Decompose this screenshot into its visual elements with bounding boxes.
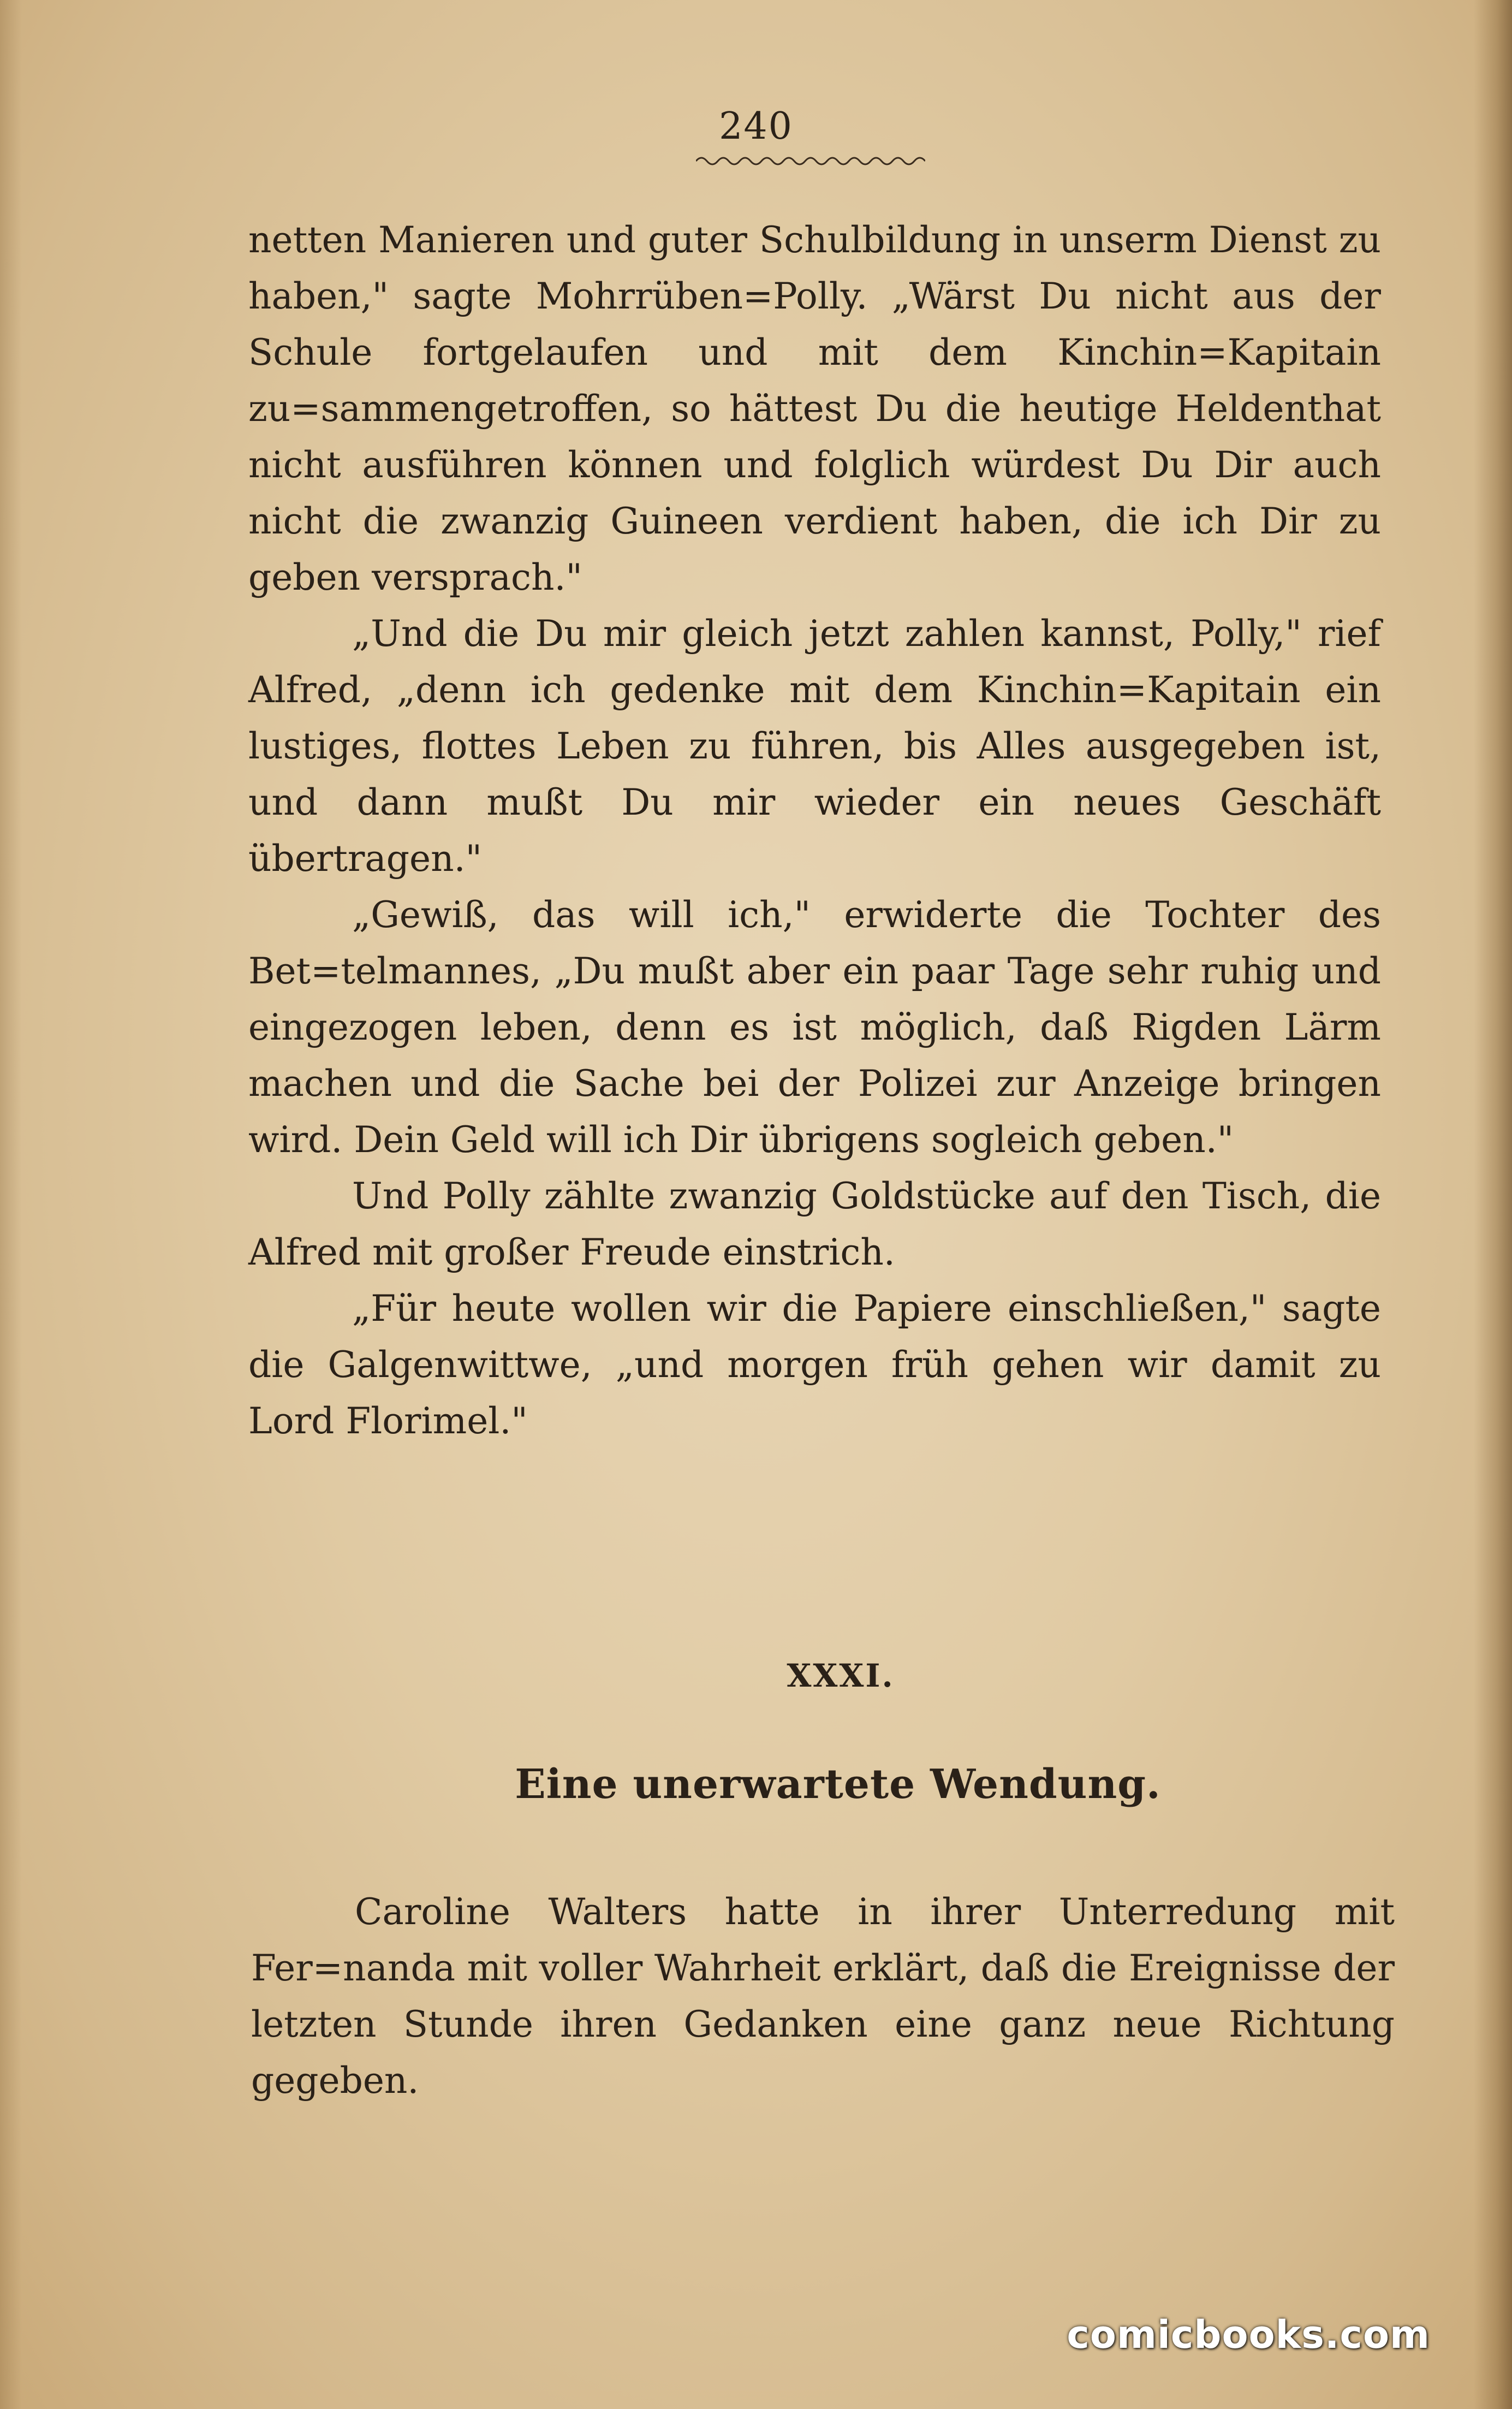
page-number: 240 — [719, 105, 793, 148]
paragraph: „Und die Du mir gleich jetzt zahlen kannst, Polly," rief Alfred, „denn ich gedenke mit dem Kinchin=Kapitain ein lustiges, flottes Leben zu führen, bis Alles ausgegeben ist, und dann mußt Du mir wieder ein neues Geschäft übertragen." — [248, 613, 1381, 880]
paragraph: Caroline Walters hatte in ihrer Unterredung mit Fer=nanda mit voller Wahrheit erklärt, daß die Ereignisse der letzten Stunde ihren Gedanken eine ganz neue Richtung gegeben. — [251, 1891, 1395, 2102]
body-text-top — [248, 212, 1381, 1449]
body-text-bottom — [251, 1884, 1395, 2109]
chapter-title: Eine unerwartete Wendung. — [515, 1761, 1161, 1808]
page-shadow-left — [0, 0, 22, 2409]
paragraph: Und Polly zählte zwanzig Goldstücke auf den Tisch, die Alfred mit großer Freude einstrich. — [248, 1175, 1381, 1273]
chapter-number: XXXI. — [787, 1657, 895, 1694]
wavy-rule-ornament — [696, 153, 925, 169]
paragraph: netten Manieren und guter Schulbildung in unserm Dienst zu haben," sagte Mohrrüben=Polly. „Wärst Du nicht aus der Schule fortgelaufen und mit dem Kinchin=Kapitain zu=sammengetroffen, so hättest Du die heutige Heldenthat nicht ausführen können und folglich würdest Du Dir auch nicht die zwanzig Guineen verdient haben, die ich Dir zu geben versprach." — [248, 219, 1381, 598]
watermark-logo: comicbooks.com — [1067, 2312, 1430, 2357]
page-shadow-right — [1474, 0, 1512, 2409]
paragraph: „Gewiß, das will ich," erwiderte die Tochter des Bet=telmannes, „Du mußt aber ein paar Tage sehr ruhig und eingezogen leben, denn es ist möglich, daß Rigden Lärm machen und die Sache bei der Polizei zur Anzeige bringen wird. Dein Geld will ich Dir übrigens sogleich geben." — [248, 894, 1381, 1161]
paragraph: „Für heute wollen wir die Papiere einschließen," sagte die Galgenwittwe, „und morgen früh gehen wir damit zu Lord Florimel." — [248, 1287, 1381, 1442]
